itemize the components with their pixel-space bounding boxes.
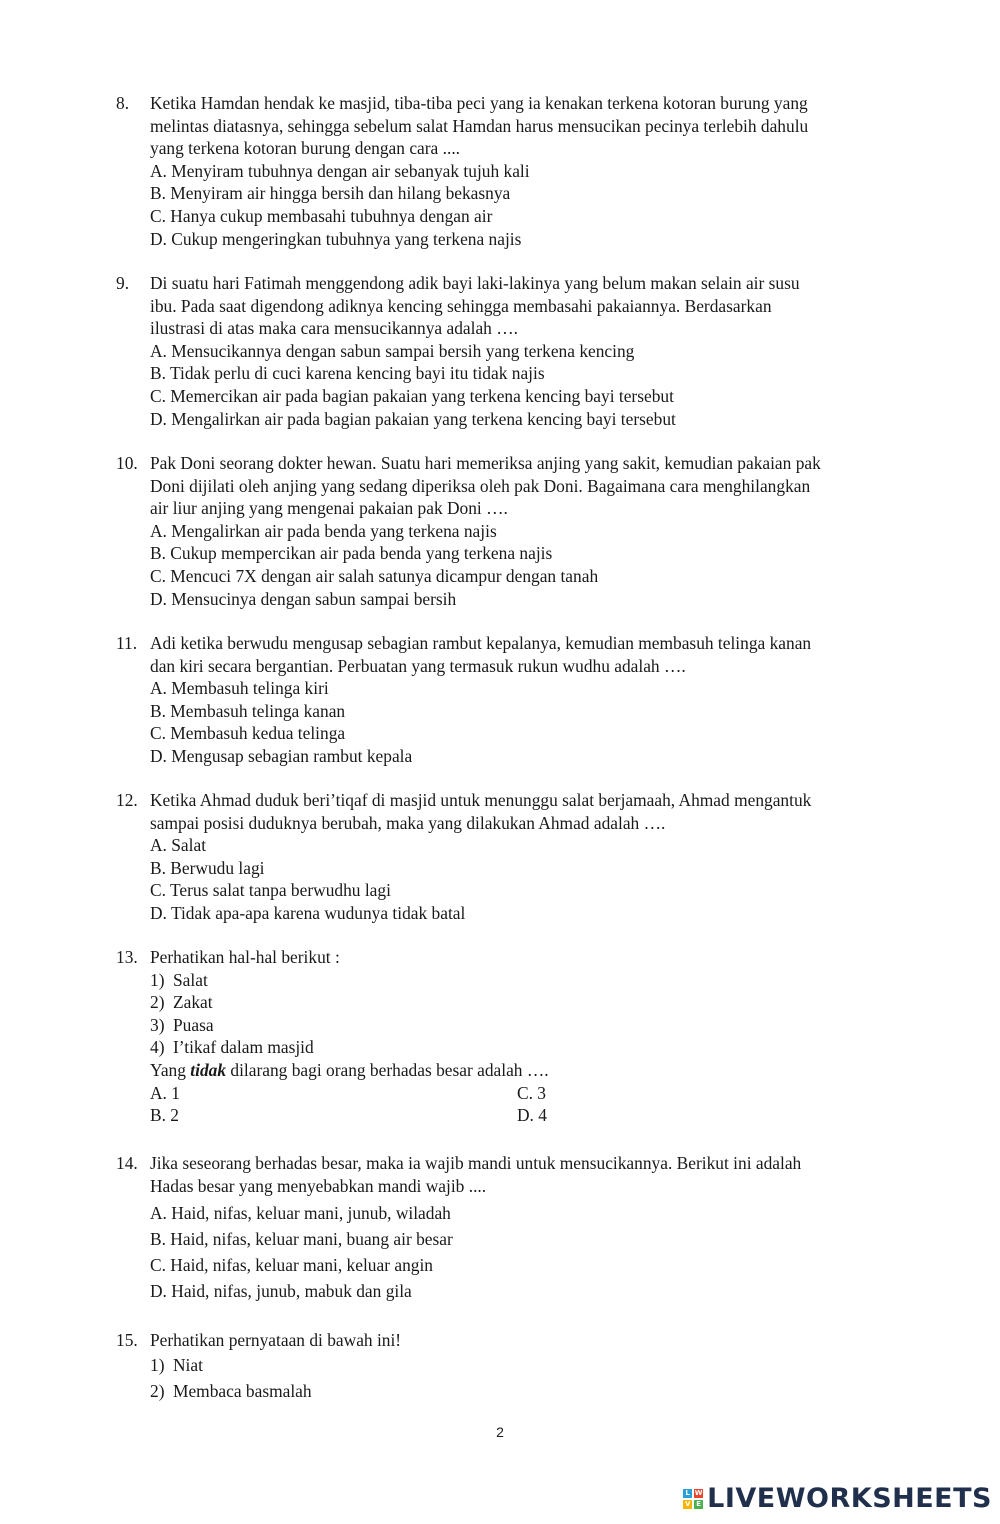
option-b[interactable]: B. Haid, nifas, keluar mani, buang air besar <box>150 1229 453 1250</box>
option-d[interactable]: D. Mensucinya dengan sabun sampai bersih <box>150 588 457 609</box>
question-number: 10. <box>116 453 138 473</box>
option-d[interactable]: D. Haid, nifas, junub, mabuk dan gila <box>150 1281 412 1302</box>
list-item: 1) Niat <box>150 1354 203 1375</box>
question-number: 9. <box>116 273 130 293</box>
option-b[interactable]: B. Berwudu lagi <box>150 857 265 878</box>
option-d[interactable]: D. Mengalirkan air pada bagian pakaian yang terkena kencing bayi tersebut <box>150 408 676 429</box>
option-c[interactable]: C. Terus salat tanpa berwudhu lagi <box>150 880 391 901</box>
option-b[interactable]: B. Membasuh telinga kanan <box>150 700 346 721</box>
question-12 <box>116 789 906 925</box>
option-d[interactable]: D. Cukup mengeringkan tubuhnya yang terkena najis <box>150 228 522 249</box>
option-c[interactable]: C. Mencuci 7X dengan air salah satunya dicampur dengan tanah <box>150 565 599 586</box>
question-number: 11. <box>116 633 138 653</box>
question-prompt: Yang tidak dilarang bagi orang berhadas besar adalah …. <box>150 1059 549 1080</box>
question-10 <box>116 452 906 610</box>
question-stem: Ketika Ahmad duduk beri’tiqaf di masjid untuk menunggu salat berjamaah, Ahmad mengantuk sampai posisi duduknya berubah, maka yang dilakukan Ahmad adalah …. <box>150 790 812 833</box>
question-9 <box>116 272 906 430</box>
option-b[interactable]: B. Menyiram air hingga bersih dan hilang bekasnya <box>150 183 511 204</box>
question-13 <box>116 946 906 1127</box>
option-b[interactable]: B. 2 <box>150 1105 179 1126</box>
option-d[interactable]: D. 4 <box>517 1105 547 1126</box>
question-8 <box>116 92 906 250</box>
option-a[interactable]: A. Mensucikannya dengan sabun sampai bersih yang terkena kencing <box>150 340 635 361</box>
option-a[interactable]: A. Salat <box>150 835 207 856</box>
emphasis-word: tidak <box>190 1059 227 1080</box>
question-stem: Perhatikan hal-hal berikut : <box>150 947 340 967</box>
option-a[interactable]: A. Mengalirkan air pada benda yang terkena najis <box>150 520 497 541</box>
option-a[interactable]: A. Membasuh telinga kiri <box>150 678 329 699</box>
question-number: 13. <box>116 947 138 967</box>
liveworksheets-logo[interactable] <box>683 1483 992 1514</box>
option-a[interactable]: A. 1 <box>150 1082 180 1103</box>
question-number: 15. <box>116 1330 138 1350</box>
logo-grid-icon: L W V E <box>684 1488 703 1508</box>
question-stem: Perhatikan pernyataan di bawah ini! <box>150 1330 402 1350</box>
question-15 <box>116 1329 906 1404</box>
question-number: 14. <box>116 1153 138 1173</box>
list-item: 4) I’tikaf dalam masjid <box>150 1037 314 1058</box>
question-stem: Jika seseorang berhadas besar, maka ia wajib mandi untuk mensucikannya. Berikut ini adalah Hadas besar yang menyebabkan mandi wajib .... <box>150 1153 802 1196</box>
option-c[interactable]: C. Memercikan air pada bagian pakaian yang terkena kencing bayi tersebut <box>150 385 674 406</box>
question-stem: Ketika Hamdan hendak ke masjid, tiba-tiba peci yang ia kenakan terkena kotoran burung yang melintas diatasnya, sehingga sebelum salat Hamdan harus mensucikan pecinya terlebih dahulu yang terkena kotoran burung dengan cara .... <box>150 93 809 159</box>
list-item: 1) Salat <box>150 969 208 990</box>
option-a[interactable]: A. Haid, nifas, keluar mani, junub, wiladah <box>150 1203 451 1224</box>
question-number: 8. <box>116 93 130 113</box>
page-number: 2 <box>496 1424 504 1440</box>
question-14 <box>116 1152 906 1304</box>
question-stem: Pak Doni seorang dokter hewan. Suatu hari memeriksa anjing yang sakit, kemudian pakaian pak Doni dijilati oleh anjing yang sedang diperiksa oleh pak Doni. Bagaimana cara menghilangkan air liur anjing yang mengenai pakaian pak Doni …. <box>150 453 821 519</box>
list-item: 2) Membaca basmalah <box>150 1380 312 1401</box>
question-stem: Adi ketika berwudu mengusap sebagian rambut kepalanya, kemudian membasuh telinga kanan dan kiri secara bergantian. Perbuatan yang termasuk rukun wudhu adalah …. <box>150 633 812 676</box>
option-b[interactable]: B. Tidak perlu di cuci karena kencing bayi itu tidak najis <box>150 363 545 384</box>
list-item: 3) Puasa <box>150 1014 214 1035</box>
option-c[interactable]: C. Membasuh kedua telinga <box>150 723 346 744</box>
option-c[interactable]: C. 3 <box>517 1082 546 1103</box>
option-a[interactable]: A. Menyiram tubuhnya dengan air sebanyak tujuh kali <box>150 160 530 181</box>
question-11 <box>116 632 906 768</box>
option-d[interactable]: D. Tidak apa-apa karena wudunya tidak batal <box>150 902 466 923</box>
option-b[interactable]: B. Cukup mempercikan air pada benda yang terkena najis <box>150 543 553 564</box>
option-d[interactable]: D. Mengusap sebagian rambut kepala <box>150 745 413 766</box>
question-stem: Di suatu hari Fatimah menggendong adik bayi laki-lakinya yang belum makan selain air susu ibu. Pada saat digendong adiknya kencing sehingga membasahi pakaiannya. Berdasarkan ilustrasi di atas maka cara mensucikannya adalah …. <box>150 273 800 339</box>
brand-name: LIVEWORKSHEETS <box>707 1483 992 1514</box>
question-number: 12. <box>116 790 138 810</box>
option-c[interactable]: C. Haid, nifas, keluar mani, keluar angin <box>150 1255 433 1276</box>
option-c[interactable]: C. Hanya cukup membasahi tubuhnya dengan air <box>150 205 493 226</box>
list-item: 2) Zakat <box>150 992 213 1013</box>
